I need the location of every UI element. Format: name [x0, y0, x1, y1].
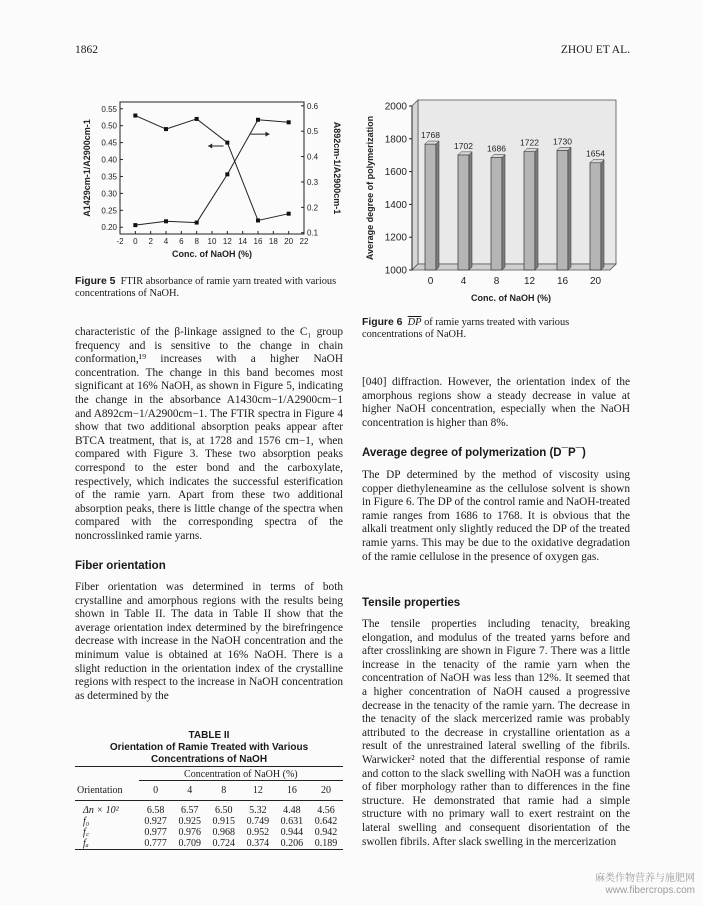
watermark: 麻类作物营养与施肥网 www.fibercrops.com [595, 873, 695, 896]
table-cell: 0.642 [314, 816, 338, 827]
x-tick-label: 16 [556, 276, 569, 287]
y-tick-label: 1800 [384, 134, 407, 146]
x-tick-label: 20 [284, 237, 294, 246]
y-left-tick-label: 0.30 [101, 189, 117, 199]
series-1-point [133, 114, 137, 118]
table-cell: 0.925 [178, 816, 201, 827]
x-tick-label: 2 [148, 237, 153, 246]
figure-6-caption [362, 317, 630, 342]
bar [491, 157, 502, 270]
table-cell: 0.944 [280, 827, 304, 838]
series-1-point [195, 117, 199, 121]
figure-6-caption-text: of ramie yarns treated with various concentrations of NaOH. [362, 317, 570, 341]
right-arrow-head [266, 132, 270, 137]
series-1-point [164, 127, 168, 131]
series-1-point [256, 218, 260, 222]
table-cell: 6.58 [146, 805, 165, 816]
y-left-tick-label: 0.20 [101, 223, 117, 233]
data-label: 1702 [454, 140, 473, 151]
x-tick-label: 0 [427, 276, 434, 287]
table-2-column-header: 0 [139, 781, 173, 801]
data-label: 1654 [586, 148, 605, 159]
figure-6-label: Figure 6 [362, 317, 403, 328]
x-tick-label: 0 [133, 237, 138, 246]
side-wall [412, 100, 418, 270]
y-right-tick-label: 0.6 [307, 101, 319, 111]
series-2-point [164, 219, 168, 223]
y-left-tick-label: 0.55 [101, 104, 117, 114]
table-row [75, 838, 343, 850]
table-cell: 0.977 [144, 827, 167, 838]
table-2-column-header: 20 [309, 781, 343, 801]
y-right-tick-label: 0.3 [307, 177, 319, 187]
table-cell: 4.48 [283, 805, 301, 816]
table-cell: 0.927 [144, 816, 167, 827]
x-tick-label: 8 [493, 276, 500, 287]
table-row [75, 801, 343, 817]
bar-side [502, 154, 505, 270]
right-paragraph-3: The tensile properties including tenacity, breaking elongation, and modulus of the treated yarns before and after crosslinking are shown in Figure 7. There was a little increase in the tenacity of the ramie yarn when the concentration of NaOH was less than 12%. It seemed that a higher concentration of NaOH caused a progressive decrease in the tenacity of the ramie yarn. The decrease in the tenacity of the slack mercerized ramie was probably attributed to the decrease in crystalline orientation as a result of the unrestrained lateral swelling of the fibrils. Warwicker² noted that the differential response of ramie and cotton to the slack swelling with NaOH was a function of fiber morphology rather than to differences in the fine structure. He demonstrated that ramie had a simple structure with no primary wall to exert restraint on the lateral swelling and consequent disorientation of the swollen fibrils. After slack swelling in the mercerization [362, 618, 630, 848]
table-row-label: f₀ [83, 816, 90, 827]
series-1-point [225, 141, 229, 145]
x-axis-label: Conc. of NaOH (%) [172, 249, 252, 259]
plot-frame [120, 102, 304, 234]
table-2-column-header: 12 [241, 781, 275, 801]
right-paragraph-2: The DP determined by the method of viscosity using copper diethyleneamine as the cellulose solvent is shown in Figure 6. The DP of the control ramie and NaOH-treated ramie ranges from 1686 to 1768. It is obvious that the alkali treatment only slightly reduced the DP of the treated ramie yarns. This may be due to the oxidative degradation of the ramie cellulose in the presence of oxygen gas. [362, 469, 630, 563]
left-arrow-head [208, 144, 212, 149]
bar [524, 152, 535, 270]
bar [458, 155, 469, 270]
y-axis-label: Average degree of polymerization [365, 115, 375, 261]
y-right-tick-label: 0.5 [307, 127, 319, 137]
page-number: 1862 [75, 44, 98, 56]
y-right-tick-label: 0.4 [307, 152, 319, 162]
series-2-point [195, 221, 199, 225]
bar-side [535, 149, 538, 270]
y-tick-label: 2000 [384, 101, 407, 113]
bar-side [601, 160, 604, 270]
figure-5-caption-text: FTIR absorbance of ramie yarn treated with various concentrations of NaOH. [75, 276, 337, 300]
y-left-tick-label: 0.35 [101, 172, 117, 182]
bar-side [469, 152, 472, 270]
table-2-grid [75, 767, 343, 850]
table-cell: 4.56 [317, 805, 335, 816]
bar-side [568, 147, 571, 270]
data-label: 1768 [421, 130, 440, 141]
x-tick-label: 16 [253, 237, 263, 246]
bar [557, 150, 568, 270]
y-left-axis-label: A1429cm-1/A2900cm-1 [82, 119, 92, 217]
table-cell: 0.189 [309, 838, 343, 850]
y-right-tick-label: 0.1 [307, 228, 319, 238]
table-row-label: fₐ [75, 838, 139, 850]
heading-degree-of-polymerization: Average degree of polymerization (D¯P¯) [362, 447, 586, 459]
table-cell: 6.57 [180, 805, 199, 816]
x-tick-label: 8 [194, 237, 199, 246]
table-cell: 0.952 [246, 827, 270, 838]
x-tick-label: 4 [163, 237, 169, 246]
y-tick-label: 1000 [384, 265, 407, 277]
series-2-point [256, 118, 260, 122]
heading-tensile-properties: Tensile properties [362, 597, 461, 609]
table-cell: 0.724 [207, 838, 241, 850]
bar-side [436, 141, 439, 270]
running-head: ZHOU ET AL. [560, 44, 630, 56]
table-cell: 0.709 [173, 838, 207, 850]
y-left-tick-label: 0.50 [101, 121, 117, 131]
back-wall [418, 100, 616, 264]
bar [590, 163, 601, 270]
figure-6-dp-symbol: $\overline{DP}$ [407, 317, 422, 328]
y-tick-label: 1200 [384, 232, 407, 244]
figure-5-chart [80, 96, 350, 266]
data-label: 1722 [520, 137, 539, 148]
table-cell: 5.32 [249, 805, 267, 816]
heading-fiber-orientation: Fiber orientation [75, 560, 166, 572]
table-row-label: Δn × 10² [83, 805, 119, 816]
x-tick-label: 20 [589, 276, 602, 287]
series-line-1 [135, 116, 288, 221]
x-tick-label: 4 [460, 276, 467, 287]
x-tick-label: -2 [116, 237, 124, 246]
data-label: 1730 [553, 136, 572, 147]
table-cell: 6.50 [215, 805, 233, 816]
x-tick-label: 18 [268, 237, 278, 246]
y-right-axis-label: A892cm-1/A2900cm-1 [332, 121, 342, 215]
floor [412, 264, 616, 270]
table-cell: 0.976 [178, 827, 201, 838]
bar [425, 144, 436, 270]
x-tick-label: 12 [523, 276, 536, 287]
x-axis-label: Conc. of NaOH (%) [471, 293, 551, 303]
table-row [75, 827, 343, 838]
series-2-point [287, 120, 291, 124]
table-2 [75, 766, 343, 850]
series-1-point [287, 212, 291, 216]
figure-5-label: Figure 5 [75, 276, 116, 287]
y-tick-label: 1600 [384, 167, 407, 179]
x-tick-label: 12 [222, 237, 232, 246]
table-cell: 0.206 [275, 838, 309, 850]
table-2-column-header: 4 [173, 781, 207, 801]
x-tick-label: 14 [238, 237, 248, 246]
x-tick-label: 22 [299, 237, 309, 246]
table-row-label: f꜀ [83, 827, 90, 838]
table-cell: 0.968 [212, 827, 236, 838]
table-2-row-header: Orientation [75, 781, 139, 801]
y-left-tick-label: 0.25 [101, 206, 117, 216]
table-cell: 0.749 [246, 816, 270, 827]
left-paragraph-1: characteristic of the β-linkage assigned to the C₁ group frequency and is sensitive to the change in chain conformation,¹⁹ increases with a higher NaOH concentration. The change in this band becomes most significant at 16% NaOH, as shown in Figure 5, indicating the change in the absorbance A1430cm−1/A2900cm−1 and A892cm−1/A2900cm−1. The FTIR spectra in Figure 4 show that two additional absorption peaks appear after BTCA treatment, that is, at 1728 and 1576 cm−1, when compared with Figure 3. These two absorption peaks correspond to the ester bond and the carboxylate, respectively, which indicates the successful esterification of the ramie yarn. Apart from these two additional absorption peaks, there is little change of the spectra when compared with the corresponding spectra of the noncrosslinked ramie yarns. [75, 326, 343, 542]
left-paragraph-2: Fiber orientation was determined in terms of both crystalline and amorphous regions with the results being shown in Table II. The data in Table II show that the average orientation index determined by the birefringence decrease with increase in the NaOH concentration and the minimum value is obtained at 16% NaOH. There is a slight reduction in the orientation index of the crystalline regions with respect to the increase in NaOH concentration as determined by the [75, 581, 343, 702]
series-2-point [225, 172, 229, 176]
table-2-title: TABLE II Orientation of Ramie Treated with Various Concentrations of NaOH [109, 730, 309, 765]
table-cell: 0.631 [280, 816, 304, 827]
data-label: 1686 [487, 143, 506, 154]
right-paragraph-1: [040] diffraction. However, the orientation index of the amorphous regions show a steady decrease in value at higher NaOH concentration, especially when the NaOH concentration is higher than 8%. [362, 376, 630, 429]
figure-5-caption [75, 276, 345, 301]
x-tick-label: 6 [179, 237, 184, 246]
y-right-tick-label: 0.2 [307, 203, 319, 213]
x-tick-label: 10 [207, 237, 217, 246]
table-row [75, 816, 343, 827]
table-cell: 0.942 [314, 827, 338, 838]
figure-6-chart [362, 96, 624, 308]
table-cell: 0.777 [139, 838, 173, 850]
table-cell: 0.374 [241, 838, 275, 850]
y-left-tick-label: 0.45 [101, 138, 117, 148]
table-2-span-header: Concentration of NaOH (%) [139, 767, 343, 781]
y-left-tick-label: 0.40 [101, 155, 117, 165]
y-tick-label: 1400 [384, 199, 407, 211]
series-2-point [133, 223, 137, 227]
table-cell: 0.915 [212, 816, 236, 827]
table-2-column-header: 8 [207, 781, 241, 801]
table-2-column-header: 16 [275, 781, 309, 801]
